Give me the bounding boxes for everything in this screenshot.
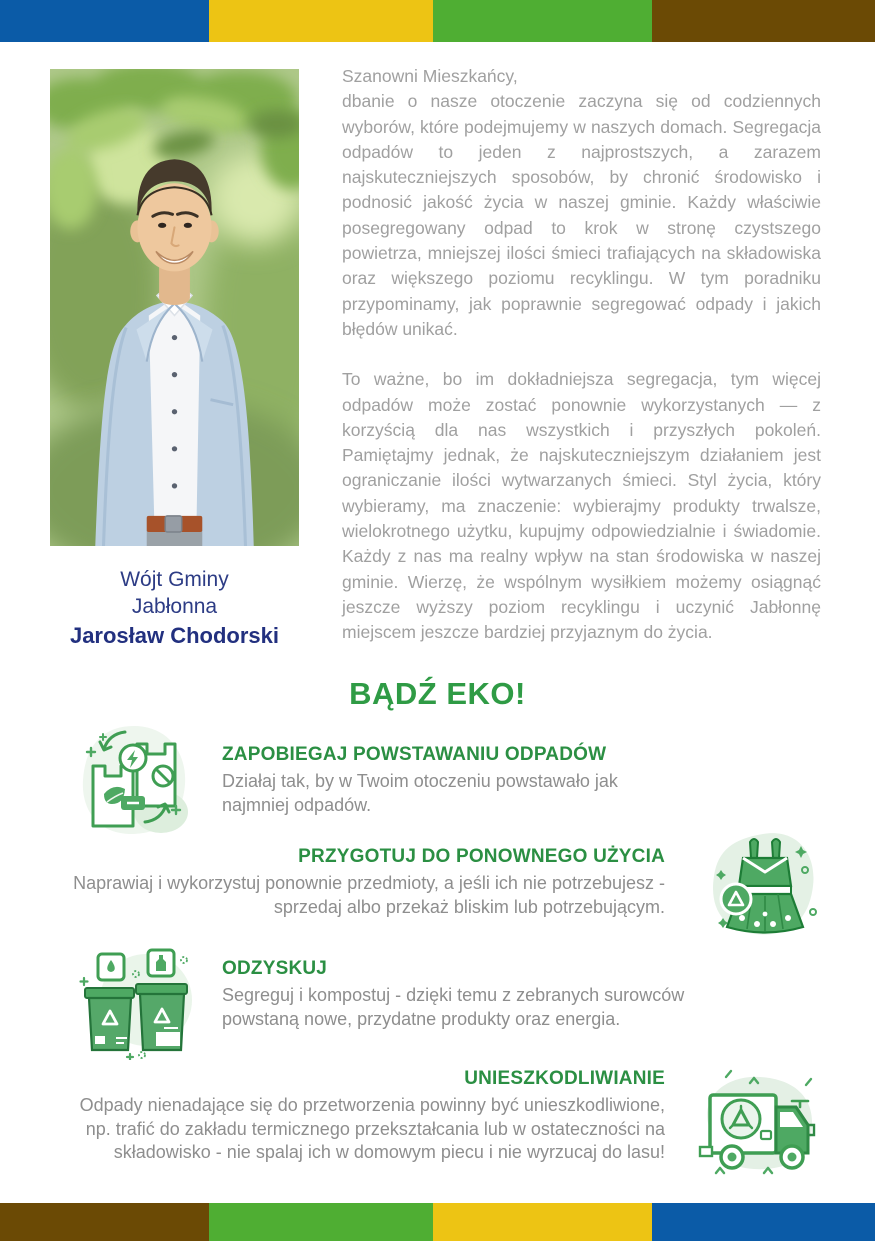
section-prevention: [222, 744, 684, 817]
bar-segment-blue: [0, 0, 209, 42]
bar-segment-blue: [652, 1203, 875, 1241]
section-prevention-title: ZAPOBIEGAJ POWSTAWANIU ODPADÓW: [222, 744, 607, 765]
bar-segment-green: [209, 1203, 433, 1241]
reuse-dress-icon: [705, 826, 825, 941]
section-recover: [222, 958, 762, 1031]
section-reuse-body: Naprawiaj i wykorzystuj ponownie przedmioty, a jeśli ich nie potrzebujesz - sprzedaj albo przekaż bliskim lub potrzebującym.: [73, 873, 665, 917]
letter-paragraph-1: dbanie o nasze otoczenie zaczyna się od codziennych wyborów, które podejmujemy w naszych domach. Segregacja odpadów to jeden z najprostszych, a zarazem najskuteczniejszych sposobów, by chronić środowisko i podnosić jakość życia w naszej gminie. Każdy właściwie posegregowany odpad to krok w stronę czystszego powietrza, mniejszej ilości śmieci trafiających na składowiska oraz większego poziomu recyklingu. W tym poradniku przypominamy, jak poprawnie segregować odpady i jakich błędów unikać.: [342, 91, 821, 339]
bar-segment-yellow: [209, 0, 433, 42]
recycling-bins-icon: [72, 938, 196, 1060]
bottom-color-bar: [0, 1203, 875, 1241]
welcome-letter: [342, 64, 821, 646]
bar-segment-green: [433, 0, 652, 42]
section-disposal-body: Odpady nienadające się do przetworzenia powinny być unieszkodliwione, np. trafić do zakładu termicznego przekształcania lub w ostateczności na składowisko - nie spalaj ich w domowym piecu i nie wyrzucaj do lasu!: [79, 1095, 665, 1162]
mayor-portrait-photo: [50, 69, 299, 546]
caption-mayor-name: Jarosław Chodorski: [69, 623, 280, 648]
shopping-bags-prevention-icon: [73, 720, 196, 840]
letter-paragraph-2: To ważne, bo im dokładniejsza segregacja, tym więcej odpadów może zostać ponownie wykorzystanych — z korzyścią dla nas wszystkich i przyszłych pokoleń. Pamiętajmy jednak, że najskuteczniejszym działaniem jest ograniczanie ilości wytwarzanych śmieci. Styl życia, który wybieramy, ma znaczenie: wybierajmy produkty trwalsze, wielokrotnego użytku, kupujmy odpowiedzialnie i świadomie. Każdy z nas ma realny wpływ na stan środowiska w naszej gminie. Wierzę, że wspólnym wysiłkiem możemy osiągnąć jeszcze wyższy poziom recyklingu i uczynić Jabłonnę miejscem jeszcze bardziej przyjaznym do życia.: [342, 369, 821, 643]
bar-segment-yellow: [433, 1203, 652, 1241]
top-color-bar: [0, 0, 875, 42]
section-recover-body: Segreguj i kompostuj - dzięki temu z zebranych surowców powstaną nowe, przydatne produkty oraz energia.: [222, 985, 685, 1029]
bar-segment-brown: [0, 1203, 209, 1241]
section-reuse-title: PRZYGOTUJ DO PONOWNEGO UŻYCIA: [298, 846, 665, 867]
section-recover-title: ODZYSKUJ: [222, 958, 328, 979]
letter-salutation: Szanowni Mieszkańcy,: [342, 66, 518, 86]
garbage-truck-icon: [688, 1061, 822, 1185]
caption-title-line1: Wójt Gminy: [120, 568, 229, 591]
section-disposal: [58, 1068, 665, 1165]
section-prevention-body: Działaj tak, by w Twoim otoczeniu powstawało jak najmniej odpadów.: [222, 771, 618, 815]
section-reuse: [60, 846, 665, 919]
eco-heading: BĄDŹ EKO!: [349, 676, 526, 711]
section-disposal-title: UNIESZKODLIWIANIE: [464, 1068, 665, 1089]
photo-caption: [50, 566, 299, 650]
mayor-portrait-illustration: [50, 69, 299, 546]
bar-segment-brown: [652, 0, 875, 42]
caption-title-line2: Jabłonna: [131, 595, 218, 618]
